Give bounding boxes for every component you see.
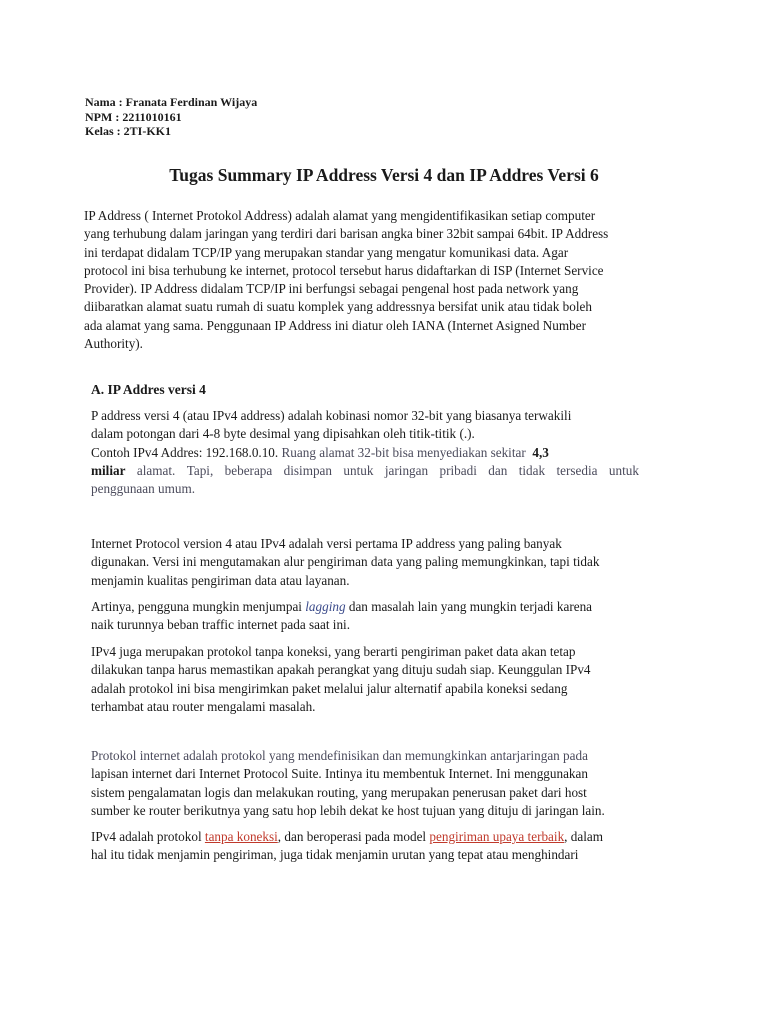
justified-line [91,462,639,480]
ipv4-version-paragraph [91,535,599,590]
justified-word: alamat. [136,462,176,478]
student-class: Kelas : 2TI-KK1 [85,124,171,138]
address-count-unit: miliar [91,462,126,478]
paragraph-line: hal itu tidak menjamin pengiriman, juga tidak menjamin urutan yang tepat atau menghindari [91,847,579,863]
paragraph-line: IPv4 juga merupakan protokol tanpa koneksi, yang berarti pengiriman paket data akan tetap [91,644,576,659]
paragraph-line: sistem pengalamatan logis dan melakukan routing, yang merupakan penerusan paket dari host [91,784,587,800]
paragraph-line: adalah protokol ini bisa mengirimkan paket melalui jalur alternatif apabila koneksi sedang [91,680,568,696]
best-effort-paragraph [91,828,603,865]
paragraph-line [91,747,605,765]
intro-line: Provider). IP Address didalam TCP/IP ini berfungsi sebagai pengenal host pada network yang [84,281,579,297]
link-connectionless[interactable]: tanpa koneksi [204,829,278,844]
paragraph-line: lapisan internet dari Internet Protocol Suite. Intinya itu membentuk Internet. Ini menggunakan [91,766,588,782]
connectionless-paragraph [91,643,591,716]
lagging-term: lagging [305,599,346,614]
lagging-text-before: Artinya, pengguna mungkin menjumpai [91,599,302,614]
justified-word: tidak [518,462,546,478]
justified-word: untuk [608,462,639,478]
section-a-heading: A. IP Addres versi 4 [91,382,206,397]
justified-word: Tapi, [186,462,214,478]
paragraph-line: menjamin kualitas pengiriman data atau layanan. [91,572,350,588]
protocol-definition-paragraph [91,747,605,820]
lagging-text-after: dan masalah lain yang mungkin terjadi karena [348,599,593,614]
best-effort-text-2: , dan beroperasi pada model [277,829,427,844]
paragraph-line [91,598,592,616]
student-npm: NPM : 2211010161 [85,109,182,124]
intro-line: IP Address ( Internet Protokol Address) adalah alamat yang mengidentifikasikan setiap computer [84,208,596,223]
justified-word: jaringan [384,462,429,478]
justified-word: disimpan [283,462,333,478]
lagging-paragraph [91,598,592,635]
intro-line: protocol ini bisa terhubung ke internet, protocol tersebut harus didaftarkan di ISP (Internet Service [84,262,604,278]
link-best-effort-delivery[interactable]: pengiriman upaya terbaik [429,829,565,844]
address-space-text: Ruang alamat 32-bit bisa menyediakan sekitar [281,444,526,460]
paragraph-line: terhambat atau router mengalami masalah. [91,698,316,714]
intro-line: diibaratkan alamat suatu rumah di suatu komplek yang addressnya bersifat unik atau tidak boleh [84,299,592,315]
student-name: Nama : Franata Ferdinan Wijaya [85,95,258,109]
paragraph-line [91,828,603,846]
section-a-line [91,444,639,462]
justified-word: untuk [343,462,374,478]
justified-word: dan [488,462,508,478]
paragraph-line-text: Protokol internet adalah protokol yang mendefinisikan dan memungkinkan antarjaringan pada [91,748,588,763]
justified-word: pribadi [439,462,477,478]
justified-word: tersedia [556,462,598,478]
paragraph-line: sumber ke router berikutnya yang satu hop lebih dekat ke host tujuan yang dituju di jaringan lain. [91,802,605,818]
paragraph-line: Internet Protocol version 4 atau IPv4 adalah versi pertama IP address yang paling banyak [91,536,562,551]
paragraph-line: dilakukan tanpa harus memastikan apakah perangkat yang dituju sudah siap. Keunggulan IPv4 [91,662,591,678]
intro-line: ini terdapat didalam TCP/IP yang merupakan standar yang mengatur komunikasi data. Agar [84,244,569,260]
document-title: Tugas Summary IP Address Versi 4 dan IP Addres Versi 6 [169,165,599,185]
paragraph-line: digunakan. Versi ini mengutamakan alur pengiriman data yang paling memungkinkan, tapi tidak [91,554,600,570]
intro-line: ada alamat yang sama. Penggunaan IP Address ini diatur oleh IANA (Internet Asigned Number [84,317,586,333]
best-effort-text-3: , dalam [564,829,603,844]
justified-word: beberapa [224,462,273,478]
section-a-line: dalam potongan dari 4-8 byte desimal yang dipisahkan oleh titik-titik (.). [91,426,475,442]
example-address: Contoh IPv4 Addres: 192.168.0.10. [91,444,279,460]
intro-paragraph [84,207,684,353]
section-a-paragraph [91,407,639,498]
paragraph-line: naik turunnya beban traffic internet pada saat ini. [91,617,351,633]
intro-line: Authority). [84,336,143,352]
section-a-line: P address versi 4 (atau IPv4 address) adalah kobinasi nomor 32-bit yang biasanya terwakili [91,408,572,423]
best-effort-text-1: IPv4 adalah protokol [91,829,202,844]
section-a-line: penggunaan umum. [91,481,196,497]
student-info [85,95,257,139]
intro-line: yang terhubung dalam jaringan yang terdiri dari barisan angka biner 32bit sampai 64bit. IP Address [84,226,609,242]
address-count: 4,3 [532,444,549,460]
